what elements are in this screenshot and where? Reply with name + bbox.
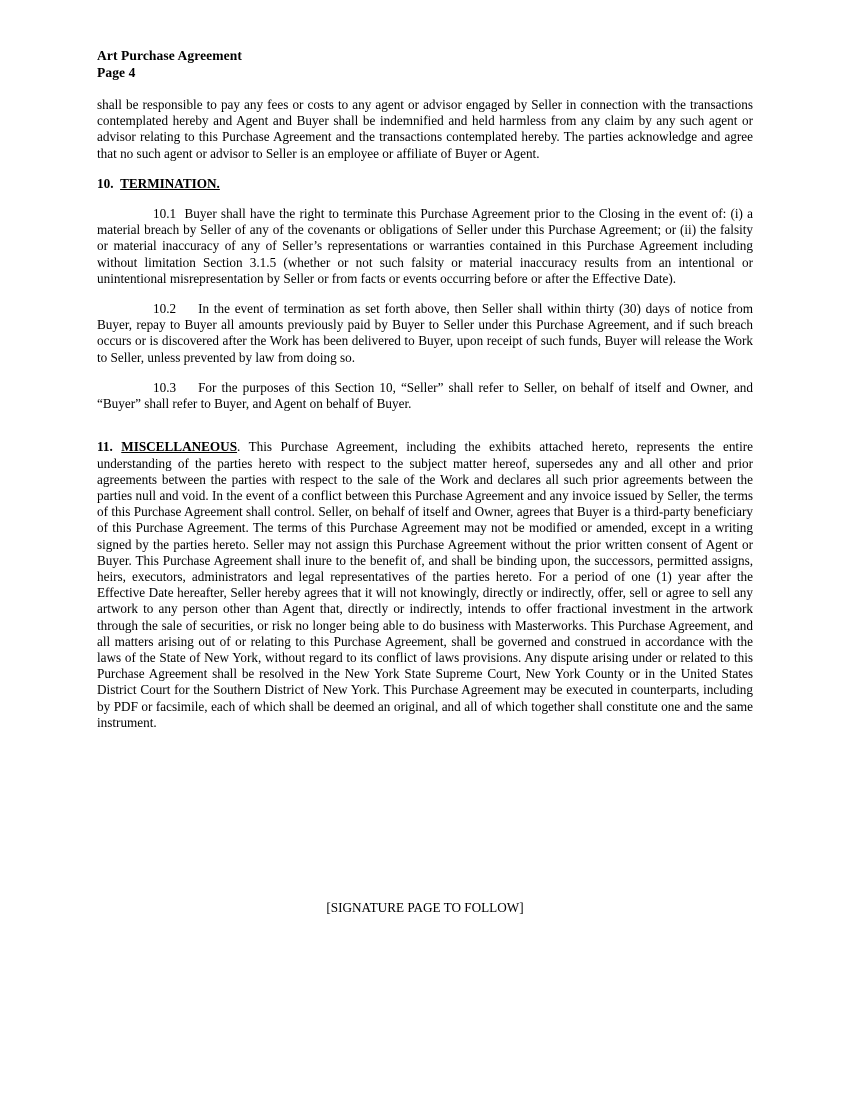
section-11-title: MISCELLANEOUS: [121, 439, 238, 455]
spacer: [97, 162, 753, 176]
clause-10-2-text: In the event of termination as set forth above, then Seller shall within thirty (30) days of notice from Buyer, repay to Buyer all amounts previously paid by Buyer to Seller under this Purchase Agreement, and if such breach occurs or is discovered after the Work has been delivered to Buyer, upon receipt of such funds, Buyer will release the Work to Seller, unless prevented by law from doing so.: [97, 301, 753, 365]
page-number-label: Page 4: [97, 64, 136, 80]
section-10-title: TERMINATION.: [120, 175, 220, 191]
section-11-paragraph: [97, 439, 753, 731]
spacer: [97, 287, 753, 301]
section-11-text: . This Purchase Agreement, including the exhibits attached hereto, represents the entire understanding of the parties hereto with respect to the subject matter hereof, supersedes any and all other and prior agreements between the parties with respect to the sale of the Work and declares all such prior agreements between the parties null and void. In the event of a conflict between this Purchase Agreement and any invoice issued by Seller, the terms of this Purchase Agreement shall control. Seller, on behalf of itself and Owner, agrees that Buyer is a third-party beneficiary of this Purchase Agreement. The terms of this Purchase Agreement may not be modified or amended, except in a writing signed by the parties hereto. Seller may not assign this Purchase Agreement without the prior written consent of Agent or Buyer. This Purchase Agreement shall inure to the benefit of, and shall be binding upon, the successors, permitted assigns, heirs, executors, administrators and legal representatives of the parties hereto. For a period of one (1) year after the Effective Date hereafter, Seller hereby agrees that it will not knowingly, directly or indirectly, offer, sell or agree to sell any artwork to any person other than Agent that, directly or indirectly, intends to offer fractional investment in the artwork through the sale of securities, or risk no longer being able to do business with Masterworks. This Purchase Agreement, and all matters arising out of or relating to this Purchase Agreement, shall be governed and construed in accordance with the laws of the State of New York, without regard to its conflict of laws provisions. Any dispute arising under or related to this Purchase Agreement shall be resolved in the New York State Supreme Court, New York County or in the United States District Court for the Southern District of New York. This Purchase Agreement may be executed in counterparts, including by PDF or facsimile, each of which shall be deemed an original, and all of which together shall constitute one and the same instrument.: [97, 439, 753, 730]
section-10-number: 10.: [97, 175, 114, 191]
clause-10-3-text: For the purposes of this Section 10, “Seller” shall refer to Seller, on behalf of itself and Owner, and “Buyer” shall refer to Buyer, and Agent on behalf of Buyer.: [97, 379, 753, 412]
signature-page-note: [SIGNATURE PAGE TO FOLLOW]: [326, 900, 524, 915]
section-10-heading: [97, 176, 753, 192]
clause-10-2-number: 10.2: [153, 301, 177, 317]
clause-10-1-text: Buyer shall have the right to terminate this Purchase Agreement prior to the Closing in the event of: (i) a material breach by Seller of any of the covenants or obligations of Seller under this Purchase Agreement; or (ii) the falsity or material inaccuracy of any of Seller’s representations or warranties contained in this Purchase Agreement including without limitation Section 3.1.5 (whether or not such falsity or material inaccuracy results from an intentional or unintentional misrepresentation by Seller or from facts or events occurring before or after the Effective Date).: [97, 206, 754, 286]
spacer: [97, 366, 753, 380]
document-body: [97, 48, 753, 744]
clause-10-3: [97, 380, 753, 412]
spacer: [97, 412, 753, 426]
clause-10-1: [97, 206, 753, 287]
document-header: [97, 48, 753, 81]
clause-10-1-number: 10.1: [153, 206, 177, 222]
document-title: Art Purchase Agreement: [97, 48, 242, 63]
spacer: [97, 192, 753, 206]
section-11-number: 11.: [97, 439, 113, 455]
spacer: [97, 81, 753, 97]
continued-paragraph: shall be responsible to pay any fees or costs to any agent or advisor engaged by Seller in connection with the transactions contemplated hereby and Agent and Buyer shall be indemnified and held harmless from any claim by any such agent or advisor relating to this Purchase Agreement and the transactions contemplated hereby. The parties acknowledge and agree that no such agent or advisor to Seller is an employee or affiliate of Buyer or Agent.: [97, 97, 753, 161]
clause-10-2: [97, 301, 753, 366]
clause-10-3-number: 10.3: [153, 379, 177, 395]
